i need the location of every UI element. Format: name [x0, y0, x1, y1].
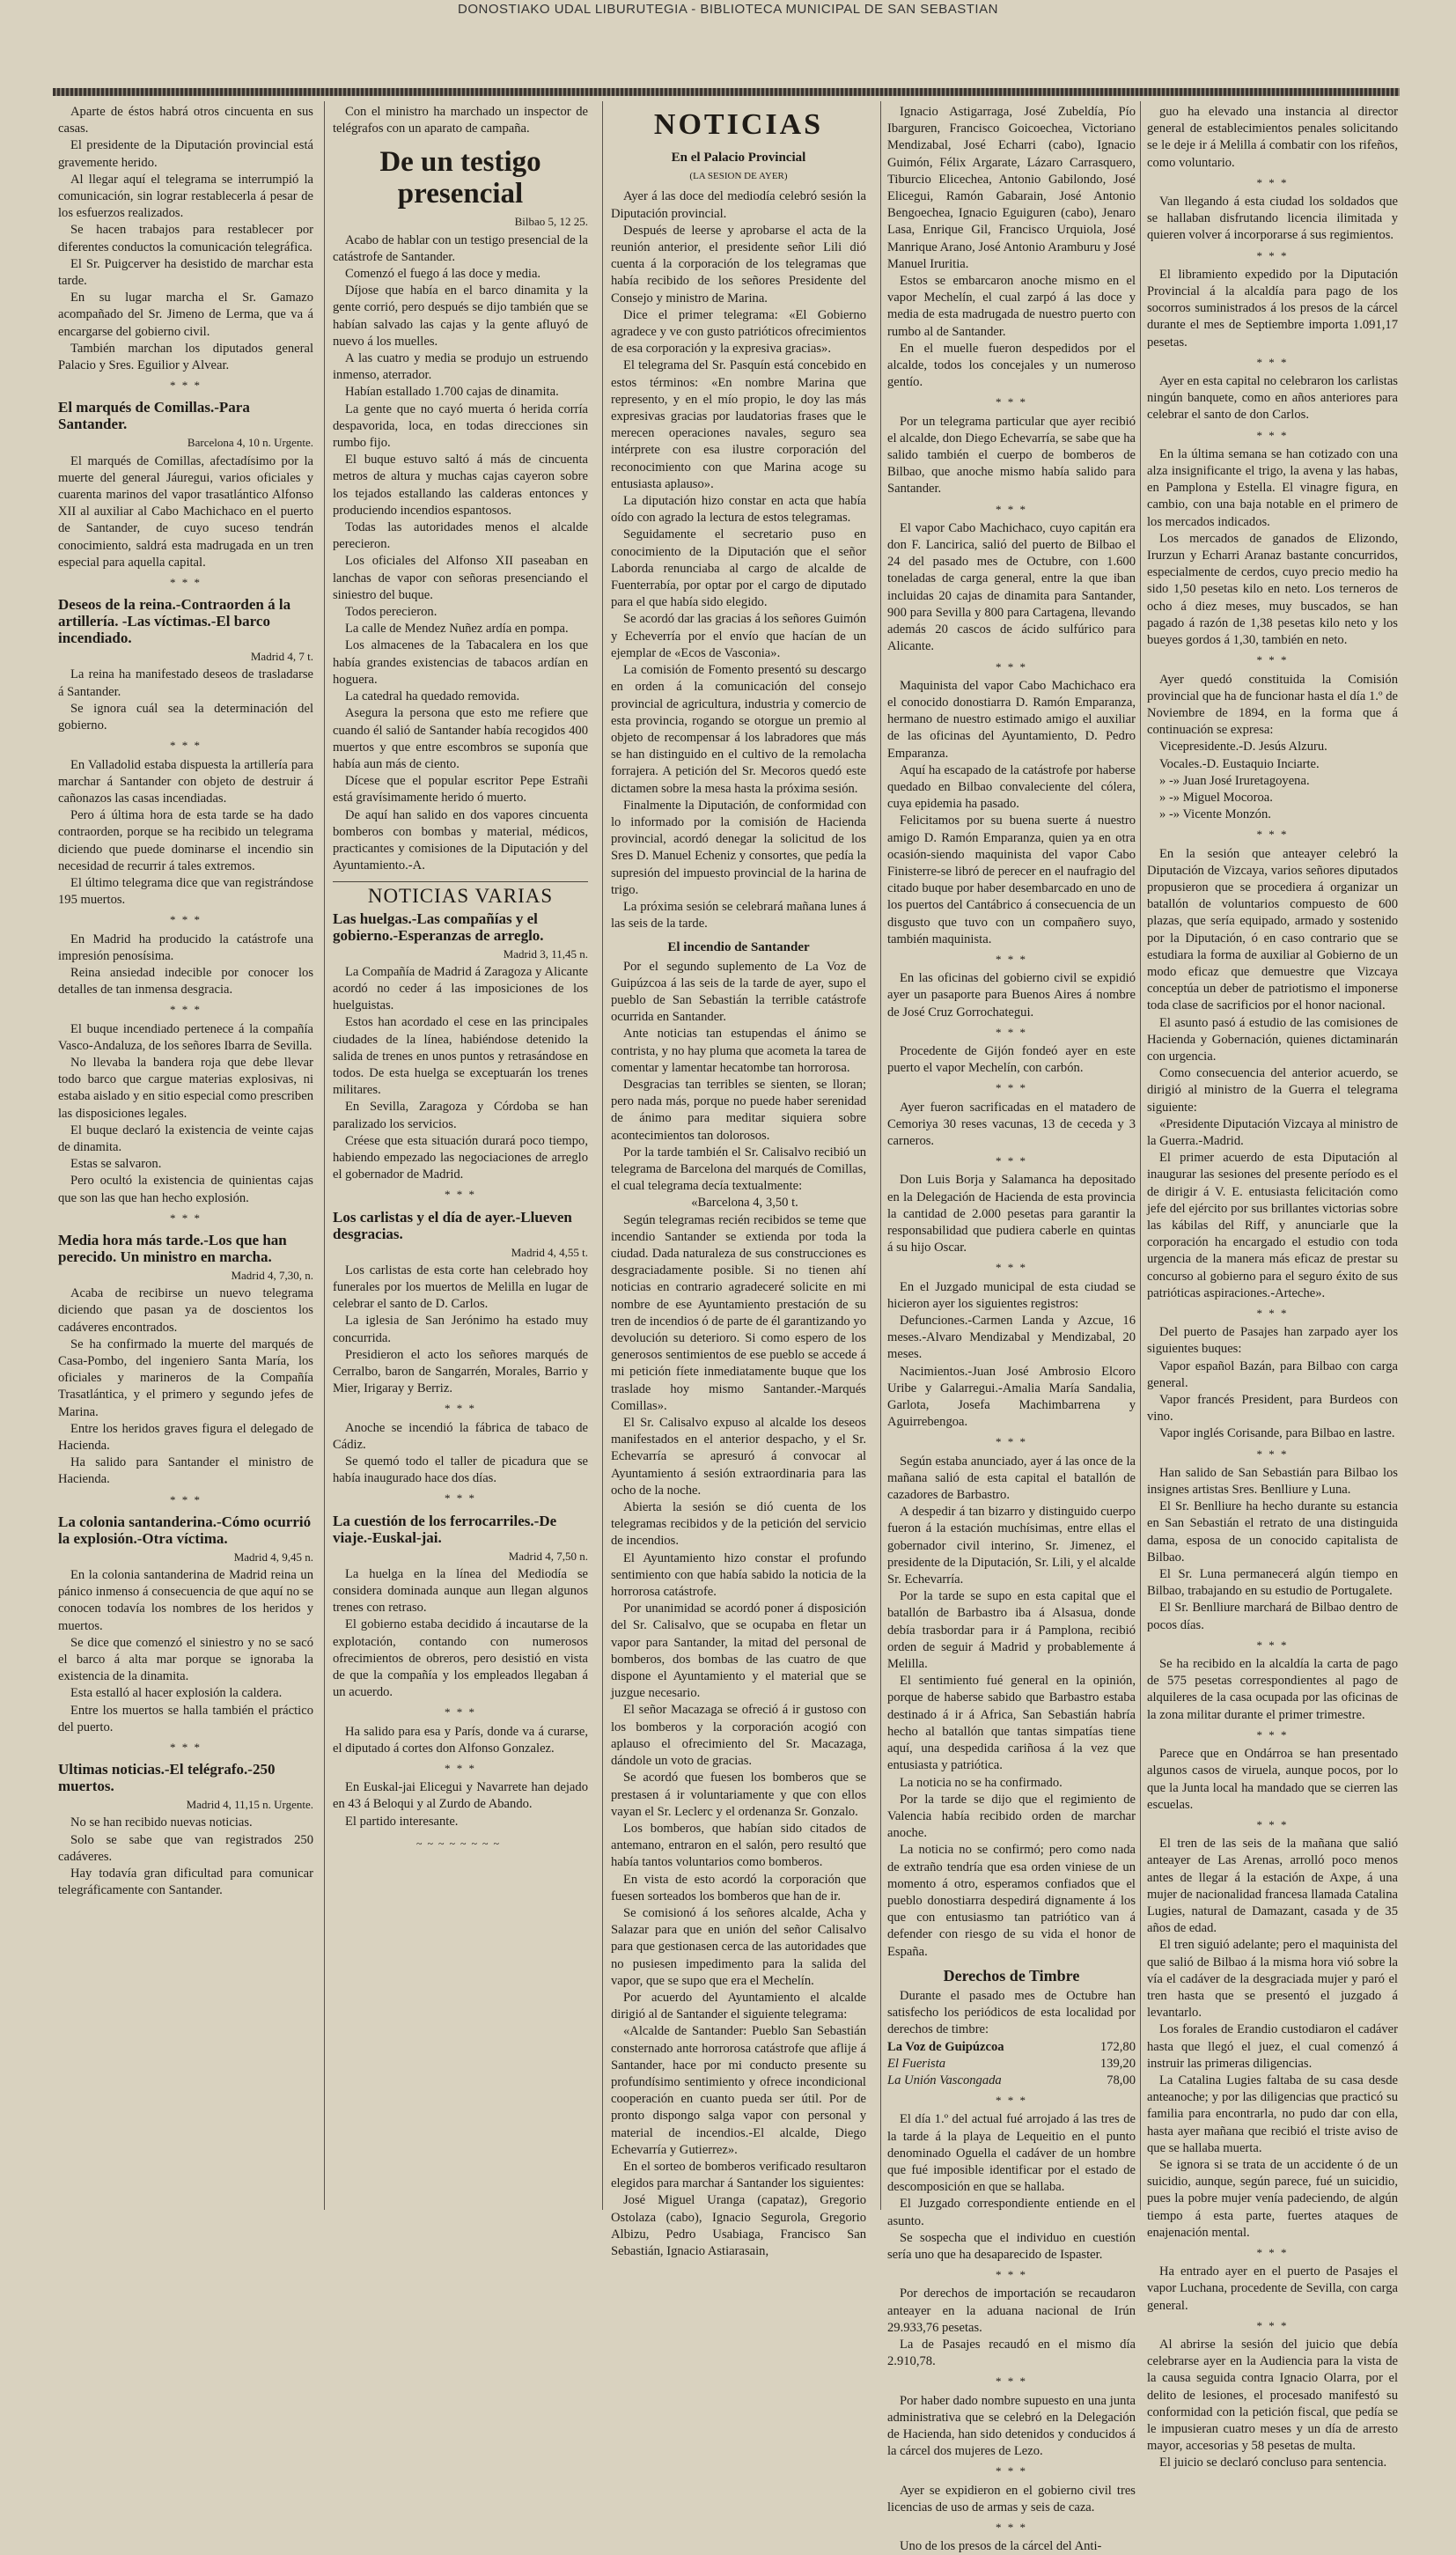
asterism: * * * — [996, 2268, 1027, 2282]
library-stamp: DONOSTIAKO UDAL LIBURUTEGIA - BIBLIOTECA MUNICIPAL DE SAN SEBASTIAN — [458, 2, 998, 17]
asterism: * * * — [445, 1762, 476, 1776]
paragraph: Anoche se incendió la fábrica de tabaco de Cádiz. — [333, 1420, 588, 1452]
newspaper-name: El Fuerista — [887, 2056, 946, 2071]
paragraph: Acabo de hablar con un testigo presencial de la catástrofe de Santander. — [333, 232, 588, 264]
paragraph: El presidente de la Diputación provincial está gravemente herido. — [58, 138, 313, 170]
paragraph: Se ignora si se trata de un accidente ó de un suicidio, aunque, según parece, fué un suicidio, pues la pobre mujer venía padeciendo, de algún tiempo á esta parte, fuertes ataques de enajenación mental. — [1147, 2157, 1398, 2240]
paragraph: Pero á última hora de esta tarde se ha dado contraorden, porque se ha recibido un telegrama diciendo que puede dominarse el incendio sin necesidad de recurrir á tales extremos. — [58, 808, 313, 873]
headline: La cuestión de los ferrocarriles.-De viaje.-Euskal-jai. — [333, 1512, 557, 1546]
asterism: * * * — [996, 2375, 1027, 2389]
tax-amount: 139,20 — [1099, 2056, 1136, 2071]
paragraph: El juicio se declaró concluso para sentencia. — [1159, 2456, 1387, 2470]
paragraph: En las oficinas del gobierno civil se expidió ayer un pasaporte para Buenos Aires á nombre de José Cruz Gorrochategui. — [887, 971, 1136, 1020]
asterism: * * * — [1256, 1727, 1289, 1741]
asterism: * * * — [996, 1025, 1027, 1039]
paragraph: El Ayuntamiento hizo constar el profundo sentimiento con que había sabido la noticia de la horrorosa catástrofe. — [611, 1550, 866, 1600]
asterism: * * * — [170, 739, 202, 753]
paragraph: Aparte de éstos habrá otros cincuenta en sus casas. — [58, 105, 313, 136]
paragraph: La comisión de Fomento presentó su descargo en orden á la comunicación del consejo provincial de agricultura, industria y comercio de esta provincia, rogando se otorgue un premio al objeto de recompensar á los labradores que más se han distinguido en el cultivo de la remolacha forrajera. A petición del Sr. Mecoros quedó este dictamen sobre la mesa hasta la próxima sesión. — [611, 663, 866, 796]
paragraph: Ha entrado ayer en el puerto de Pasajes el vapor Luchana, procedente de Sevilla, con carga general. — [1147, 2264, 1398, 2313]
asterism: * * * — [1256, 1638, 1289, 1652]
asterism: * * * — [996, 395, 1027, 409]
paragraph: Después de leerse y aprobarse el acta de la reunión anterior, el presidente señor Lili dió cuenta á la corporación de los telegramas que había recibido de los señores Presidente del Consejo y ministro de Marina. — [611, 223, 866, 306]
paragraph: Por un telegrama particular que ayer recibió el alcalde, don Diego Echevarría, se sabe que ha salido también el cuerpo de bomberos de Bilbao, que anoche mismo había salido para Santander. — [887, 414, 1136, 497]
paragraph: Presidieron el acto los señores marqués de Cerralbo, baron de Sangarrén, Morales, Barrio y Mier, Irigaray y Berriz. — [333, 1347, 588, 1396]
paragraph: En la última semana se han cotizado con una alza insignificante el trigo, la avena y las habas, en Pamplona y Estella. El vinagre figura, en cambio, con una baja notable en el primero de los mercados indicados. — [1147, 446, 1398, 529]
paragraph: Se acordó que fuesen los bomberos que se prestasen á ir voluntariamente y que con ellos vayan el Sr. Leclerc y el ordenanza Sr. Gonzalo. — [611, 1771, 866, 1819]
paragraph: El señor Macazaga se ofreció á ir gustoso con los bomberos y la corporación acogió con aplauso el ofrecimiento del Sr. Macazaga, dándole un voto de gracias. — [611, 1703, 866, 1769]
paragraph: En Madrid ha producido la catástrofe una impresión penosísima. — [58, 931, 313, 963]
paragraph: El Sr. Puigcerver ha desistido de marchar esta tarde. — [58, 256, 313, 289]
paragraph: Felicitamos por su buena suerte á nuestro amigo D. Ramón Emparanza, quien ya en otra ocasión-siendo maquinista del vapor Cabo Finisterre-se libró de perecer en el naufragio del citado buque por haber desembarcado en uno de los puertos del Cantábrico á consecuencia de un disgusto que tuvo con un compañero suyo, también maquinista. — [887, 814, 1136, 946]
paragraph: El marqués de Comillas, afectadísimo por la muerte del general Jáuregui, varios oficiales y cuarenta marinos del vapor trasatlántico Alfonso XII al auxiliar al Cabo Machichaco en el puerto de Santander, de cuyo suceso tendrán conocimiento, saldrá esta madrugada en un tren especial para aquella capital. — [58, 453, 313, 570]
asterism: * * * — [996, 502, 1027, 516]
paragraph: Acaba de recibirse un nuevo telegrama diciendo que pasan ya de doscientos los cadáveres encontrados. — [58, 1286, 313, 1335]
paragraph: La Catalina Lugies faltaba de su casa desde anteanoche; y por las diligencias que practicó su familia para encontrarla, no pudo dar con ella, hasta ayer mañana que recibió el triste aviso de que se hallaba muerta. — [1147, 2073, 1398, 2155]
asterism: * * * — [996, 2521, 1027, 2535]
paragraph: Díjose que había en el barco dinamita y la gente corrió, pero después se dijo también que se habían salvado las cajas y la gente afluyó de nuevo á los muelles. — [333, 283, 588, 349]
paragraph: Por acuerdo del Ayuntamiento el alcalde dirigió al de Santander el siguiente telegrama: — [611, 1990, 866, 2022]
asterism: * * * — [1256, 355, 1289, 369]
paragraph: Ayer en esta capital no celebraron los carlistas ningún banquete, como en años anteriores para celebrar el santo de don Carlos. — [1147, 374, 1398, 423]
paragraph: No llevaba la bandera roja que debe llevar todo barco que cargue materias explosivas, ni estaba aislado y en sitio especial como prescriben las disposiciones legales. — [58, 1055, 313, 1121]
paragraph: En el Juzgado municipal de esta ciudad se hicieron ayer los siguientes registros: — [887, 1279, 1136, 1311]
newspaper-name: La Voz de Guipúzcoa — [887, 2039, 1004, 2054]
column-3 — [611, 104, 866, 2258]
list-item: » -» Vicente Monzón. — [1159, 807, 1271, 822]
paragraph: Según telegramas recién recibidos se teme que incendio Santander se extienda por toda la ciudad. Dada naturaleza de sus construcciones es desgraciadamente posible. Si no tienen ahí noticias en contrario agradeceré solicite en mi nombre de ese Ayuntamiento prestación de su tren de incendios ó de parte de él garantizando yo devolución su deterioro. Si como espero de los generosos sentimientos de ese pueblo se accede á mi petición fíete inmediatamente buque que los traslade hoy mismo Santander.-Marqués Comillas». — [611, 1212, 866, 1413]
paragraph: El sentimiento fué general en la opinión, porque de haberse sabido que Barbastro estaba destinado á ir á Africa, San Sebastián habría hecho al batallón que tantas simpatías tiene aquí, una despedida cariñosa á la vez que entusiasta y patriótica. — [887, 1674, 1136, 1773]
subheading: Derechos de Timbre — [943, 1966, 1080, 1984]
end-ornament: ~~~~~~~~ — [416, 1837, 504, 1850]
paragraph: En Valladolid estaba dispuesta la artillería para marchar á Santander con objeto de destruir á cañonazos las casas incendiadas. — [58, 757, 313, 806]
paragraph: Seguidamente el secretario puso en conocimiento de la Diputación que el señor Laborda renunciaba al cargo de alcalde de Fuenterrabía, por optar por el cargo de diputado para el que había sido elegido. — [611, 527, 866, 610]
paragraph: Dice el primer telegrama: «El Gobierno agradece y ve con gusto patrióticos ofrecimientos de esa corporación y la expresiva gracias». — [611, 307, 866, 357]
dateline: Madrid 4, 7 t. — [250, 650, 313, 664]
asterism: * * * — [170, 1741, 202, 1755]
paragraph: También marchan los diputados general Palacio y Sres. Eguilior y Alvear. — [58, 341, 313, 373]
paragraph: El Sr. Benlliure ha hecho durante su estancia en San Sebastián el retrato de una distinguida dama, esposa de un conocido capitalista de Bilbao. — [1147, 1499, 1398, 1565]
asterism: * * * — [996, 952, 1027, 966]
asterism: * * * — [1256, 248, 1289, 262]
headline: Las huelgas.-Las compañías y el gobierno.-Esperanzas de arreglo. — [333, 909, 544, 944]
asterism: * * * — [1256, 653, 1289, 667]
paragraph: Todos perecieron. — [345, 605, 438, 620]
paragraph: Comenzó el fuego á las doce y media. — [345, 267, 541, 282]
paragraph: Vapor español Bazán, para Bilbao con carga general. — [1147, 1358, 1398, 1390]
paragraph: Durante el pasado mes de Octubre han satisfecho los periódicos de esta localidad por derechos de timbre: — [887, 1988, 1136, 2037]
paragraph: En su lugar marcha el Sr. Gamazo acompañado del Sr. Jimeno de Lerma, que va á encargarse del gobierno civil. — [58, 291, 313, 339]
paragraph: El gobierno estaba decidido á incautarse de la explotación, contando con numerosos ofrecimientos de obreros, pero desistió en vista de que la compañía y los empleados llegaban á un acuerdo. — [333, 1617, 588, 1700]
subheading: El incendio de Santander — [667, 940, 810, 955]
paragraph: Ayer fueron sacrificadas en el matadero de Cemoriya 30 reses vacunas, 13 de ceceda y 3 carneros. — [887, 1100, 1136, 1148]
asterism: * * * — [1256, 175, 1289, 189]
paragraph: Al abrirse la sesión del juicio que debía celebrarse ayer en la Audiencia para la vista de la causa seguida contra Ignacio Olarra, por el delito de lesiones, el procesado manifestó su conformidad con la petición fiscal, que pedía se le impusieran cuatro meses y un día de arresto mayor, accesorias y 58 pesetas de multa. — [1147, 2338, 1398, 2454]
list-item: » -» Miguel Mocoroa. — [1159, 790, 1273, 805]
paragraph: Pero ocultó la existencia de quinientas cajas que son las que han hecho explosión. — [58, 1174, 313, 1205]
paragraph: Se quemó todo el taller de picadura que se había inaugurado hace dos días. — [333, 1454, 588, 1486]
paragraph: La reina ha manifestado deseos de trasladarse á Santander. — [58, 667, 313, 699]
asterism: * * * — [996, 1261, 1027, 1275]
column-2 — [333, 104, 588, 2208]
paragraph: En el muelle fueron despedidos por el alcalde, todos los concejales y un numeroso gentío. — [887, 341, 1136, 390]
paragraph: El asunto pasó á estudio de las comisiones de Hacienda y Gobernación, quienes dictaminarán con urgencia. — [1147, 1015, 1398, 1064]
paragraph: Van llegando á esta ciudad los soldados que se hallaban disfrutando licencia ilimitada y quieren volver á incorporarse á sus regimientos. — [1147, 195, 1398, 243]
asterism: * * * — [1256, 428, 1289, 442]
paragraph: Aquí ha escapado de la catástrofe por haberse quedado en Bilbao convaleciente del cólera, cuya epidemia ha pasado. — [887, 762, 1136, 812]
paragraph: Parece que en Ondárroa se han presentado algunos casos de viruela, aunque pocos, por lo que la Junta local ha mandado que se cierren las escuelas. — [1147, 1747, 1398, 1812]
paragraph: Los oficiales del Alfonso XII paseaban en lanchas de vapor con señoras presenciando el siniestro del buque. — [333, 554, 588, 602]
paragraph: Se sospecha que el individuo en cuestión sería uno que ha desaparecido de Ispaster. — [887, 2230, 1136, 2262]
tax-row — [887, 2056, 1136, 2073]
paragraph: El último telegrama dice que van registrándose 195 muertos. — [58, 875, 313, 908]
paragraph: Entre los muertos se halla también el práctico del puerto. — [58, 1703, 313, 1734]
dateline: Madrid 4, 9,45 n. — [233, 1550, 313, 1564]
paragraph: Todas las autoridades menos el alcalde perecieron. — [333, 520, 588, 552]
paragraph: En Sevilla, Zaragoza y Córdoba se han paralizado los servicios. — [333, 1100, 588, 1131]
paragraph: Dícese que el popular escritor Pepe Estrañi está gravísimamente herido ó muerto. — [333, 774, 588, 806]
paragraph: Como consecuencia del anterior acuerdo, se dirigió al ministro de la Guerra el telegrama siguiente: — [1147, 1066, 1398, 1115]
paragraph: «Presidente Diputación Vizcaya al ministro de la Guerra.-Madrid. — [1147, 1116, 1398, 1148]
dateline: Madrid 4, 4,55 t. — [511, 1245, 588, 1259]
paragraph: Finalmente la Diputación, de conformidad con lo informado por la comisión de Hacienda provincial, acordó denegar la solicitud de los Sres D. Manuel Echeniz y consortes, que pedía la supresión del impuesto provincial de la harina de trigo. — [611, 798, 866, 897]
tax-amount: 172,80 — [1099, 2039, 1136, 2054]
list-item: Vicepresidente.-D. Jesús Alzuru. — [1159, 740, 1327, 755]
paragraph: La de Pasajes recaudó en el mismo día 2.910,78. — [887, 2338, 1136, 2369]
asterism: * * * — [996, 659, 1027, 674]
headline: Los carlistas y el día de ayer.-Llueven desgracias. — [333, 1208, 572, 1242]
paragraph: Vapor francés President, para Burdeos con vino. — [1147, 1393, 1398, 1425]
paragraph: El Sr. Benlliure marchará de Bilbao dentro de pocos días. — [1147, 1601, 1398, 1632]
paragraph: La próxima sesión se celebrará mañana lunes á las seis de la tarde. — [611, 899, 866, 931]
asterism: * * * — [996, 1154, 1027, 1168]
paragraph: Uno de los presos de la cárcel del Anti- — [900, 2539, 1102, 2554]
subheading-note: (LA SESION DE AYER) — [689, 171, 788, 182]
paragraph: Don Luis Borja y Salamanca ha depositado en la Delegación de Hacienda de esta provincia la cantidad de 2.000 pesetas para garantir la responsabilidad que pudiera caberle en quintas á su hijo Oscar. — [887, 1173, 1136, 1255]
paragraph: Por la tarde se dijo que el regimiento de Valencia había recibido orden de marchar anoche. — [887, 1792, 1136, 1841]
column-rule — [880, 101, 881, 2210]
paragraph: La catedral ha quedado removida. — [345, 689, 520, 704]
paragraph: Estas se salvaron. — [70, 1157, 162, 1172]
headline: Deseos de la reina.-Contraorden á la artillería. -Las víctimas.-El barco incendiado. — [58, 596, 291, 647]
paragraph: Según estaba anunciado, ayer á las once de la mañana salió de esta capital el batallón de cazadores de Barbastro. — [887, 1454, 1136, 1503]
paragraph: Por la tarde se supo en esta capital que el batallón de Barbastro iba á Alsasua, donde debía trasbordar para ir á Pamplona, recibió orden de seguir á Madrid y probablemente á Melilla. — [887, 1589, 1136, 1672]
dateline: Bilbao 5, 12 25. — [514, 215, 588, 229]
paragraph: Se dice que comenzó el siniestro y no se sacó el barco á alta mar porque se ignoraba la existencia de la dinamita. — [58, 1635, 313, 1684]
paragraph: José Miguel Uranga (capataz), Gregorio Ostolaza (cabo), Ignacio Segurola, Gregorio Albizu, Pedro Usabiaga, Francisco San Sebastián, Ignacio Astiarasain, — [611, 2193, 866, 2258]
dateline: Madrid 3, 11,45 n. — [503, 946, 588, 961]
paragraph: Estos se embarcaron anoche mismo en el vapor Mechelín, el cual zarpó á las doce y media de esta madrugada de nuestro puerto con rumbo al de Santander. — [887, 274, 1136, 339]
paragraph: Los bomberos, que habían sido citados de antemano, entraron en el salón, pero resultó que había tantos voluntarios como bomberos. — [611, 1821, 866, 1870]
section-title: NOTICIAS VARIAS — [333, 881, 588, 904]
paragraph: El partido interesante. — [345, 1814, 459, 1829]
paragraph: Maquinista del vapor Cabo Machichaco era el conocido donostiarra D. Ramón Emparanza, hermano de nuestro estimado amigo el auxiliar de las oficinas del Ayuntamiento, D. Pedro Emparanza. — [887, 678, 1136, 761]
paragraph: El buque estuvo saltó á más de cincuenta metros de altura y muchas cajas cayeron sobre los tejados estallando las calderas entonces y produciendo incendios espantosos. — [333, 453, 588, 518]
asterism: * * * — [1256, 2318, 1289, 2332]
paragraph: Ante noticias tan estupendas el ánimo se contrista, y no hay pluma que acometa la tarea de comentar y lamentar hecatombe tan horrorosa. — [611, 1027, 866, 1075]
asterism: * * * — [445, 1188, 476, 1202]
paragraph: Ha salido para esa y París, donde va á curarse, el diputado á cortes don Alfonso Gonzalez. — [333, 1724, 588, 1756]
paragraph: La noticia no se ha confirmado. — [900, 1775, 1063, 1790]
paragraph: La noticia no se confirmó; pero como nada de extraño tendría que esa orden viniese de un momento á otro, esperamos confiados que el pueblo donostiarra despedirá dignamente á los que con entusiasmo tan patriótico van á defender con riesgo de su vida el honor de España. — [887, 1843, 1136, 1959]
paragraph: La Compañía de Madrid á Zaragoza y Alicante acordó no ceder á las imposiciones de los huelguistas. — [333, 964, 588, 1013]
paragraph: El Sr. Calisalvo expuso al alcalde los deseos manifestados en el anterior despacho, y el Sr. Echevarría se apresuró á convocar al Ayuntamiento á sesión extraordinaria para las ocho de la noche. — [611, 1416, 866, 1498]
paragraph: «Alcalde de Santander: Pueblo San Sebastián consternado ante horrorosa catástrofe que aflije á Santander, hace por mi conducto presente su profundísimo sentimiento y ofrece incondicional cooperación en cuanto pueda ser útil. Por de pronto dispongo salga vapor con personal y material de incendios.-El alcalde, Diego Echevarría y Gutierrez». — [611, 2024, 866, 2157]
paragraph: Por la tarde también el Sr. Calisalvo recibió un telegrama de Barcelona del marqués de Comillas, el cual telegrama decía textualmente: — [611, 1145, 866, 1194]
paragraph: Ayer se expidieron en el gobierno civil tres licencias de uso de armas y seis de caza. — [887, 2483, 1136, 2515]
asterism: * * * — [170, 1492, 202, 1506]
column-5 — [1147, 104, 1398, 2470]
paragraph: Abierta la sesión se dió cuenta de los telegramas recibidos y de la petición del servicio de incendios. — [611, 1500, 866, 1549]
paragraph: Asegura la persona que esto me refiere que cuando él salió de Santander había recogidos 400 muertos y que entre escombros se suponía que había aun más de ciento. — [333, 706, 588, 771]
paragraph: Los almacenes de la Tabacalera en los que había grandes existencias de tabacos ardían en hoguera. — [333, 638, 588, 687]
asterism: * * * — [445, 1491, 476, 1506]
paragraph: Hay todavía gran dificultad para comunicar telegráficamente con Santander. — [58, 1867, 313, 1898]
headline: Media hora más tarde.-Los que han perecido. Un ministro en marcha. — [58, 1231, 287, 1265]
paragraph: El Sr. Luna permanecerá algún tiempo en Bilbao, trabajando en su estudio de Portugalete. — [1147, 1567, 1398, 1599]
paragraph: Ha salido para Santander el ministro de Hacienda. — [58, 1455, 313, 1487]
paragraph: Créese que esta situación durará poco tiempo, habiendo empezado las negociaciones de arreglo el gobernador de Madrid. — [333, 1133, 588, 1182]
paragraph: Se ha recibido en la alcaldía la carta de pago de 575 pesetas correspondientes al pago de alquileres de la casa ocupada por las oficinas de la zona militar durante el primer trimestre. — [1147, 1657, 1398, 1722]
paragraph: Del puerto de Pasajes han zarpado ayer los siguientes buques: — [1147, 1325, 1398, 1357]
paragraph: Reina ansiedad indecible por conocer los detalles de tan inmensa desgracia. — [58, 965, 313, 998]
paragraph: Los carlistas de esta corte han celebrado hoy funerales por los muertos de Melilla en lugar de celebrar el santo de D. Carlos. — [333, 1263, 588, 1312]
paragraph: guo ha elevado una instancia al director general de establecimientos penales solicitando se le deje ir á Melilla á combatir con los rifeños, como voluntario. — [1147, 105, 1398, 170]
paragraph: Han salido de San Sebastián para Bilbao los insignes artistas Sres. Benlliure y Luna. — [1147, 1465, 1398, 1498]
section-title: NOTICIAS — [653, 108, 824, 141]
paragraph: La gente que no cayó muerta ó herida corría despavorida, loca, en todas direcciones sin rumbo fijo. — [333, 401, 588, 451]
asterism: * * * — [170, 1003, 202, 1017]
paragraph: Ayer quedó constituida la Comisión provincial que ha de funcionar hasta el día 1.º de Noviembre de 1894, en la forma que á continuación se expresa: — [1147, 672, 1398, 738]
article-title: De un testigo presencial — [379, 146, 541, 210]
asterism: * * * — [445, 1402, 476, 1416]
asterism: * * * — [170, 1211, 202, 1225]
paragraph: El libramiento expedido por la Diputación Provincial á la alcaldía para pago de los socorros suministrados á los presos de la cárcel durante el mes de Septiembre importa 1.091,17 pesetas. — [1147, 267, 1398, 350]
paragraph: Estos han acordado el cese en las principales ciudades de la línea, habiéndose detenido la salida de trenes en unos puntos y retrasándose en todos. De esta huelga se exceptuarán los trenes militares. — [333, 1015, 588, 1098]
asterism: * * * — [996, 1081, 1027, 1095]
asterism: * * * — [1256, 1447, 1289, 1461]
tax-row — [887, 2073, 1136, 2089]
paragraph: En vista de esto acordó la corporación que fuesen sorteados los bomberos que han de ir. — [611, 1872, 866, 1903]
dateline: Madrid 4, 7,30, n. — [231, 1268, 313, 1282]
paragraph: Por haber dado nombre supuesto en una junta administrativa que se celebró en la Delegación de Hacienda, han sido detenidos y conducidos á la cárcel dos mujeres de Lezo. — [887, 2393, 1136, 2459]
paragraph: Solo se sabe que van registrados 250 cadáveres. — [58, 1832, 313, 1864]
dateline: Madrid 4, 11,15 n. Urgente. — [186, 1798, 313, 1812]
paragraph: Desgracias tan terribles se sienten, se lloran; pero nada más, porque no puede haber serenidad de ánimo para meditar siquiera sobre acontecimientos tan dolorosos. — [611, 1077, 866, 1143]
asterism: * * * — [1256, 2245, 1289, 2259]
paragraph: Ayer á las doce del mediodía celebró sesión la Diputación provincial. — [611, 189, 866, 221]
headline: El marqués de Comillas.-Para Santander. — [58, 399, 250, 433]
dateline: Madrid 4, 7,50 n. — [508, 1549, 588, 1563]
masthead-rule — [53, 88, 1400, 96]
headline: Ultimas noticias.-El telégrafo.-250 muertos. — [58, 1761, 276, 1795]
paragraph: El buque incendiado pertenece á la compañía Vasco-Andaluza, de los señores Ibarra de Sevilla. — [58, 1021, 313, 1053]
paragraph: En el sorteo de bomberos verificado resultaron elegidos para marchar á Santander los siguientes: — [611, 2159, 866, 2191]
paragraph: Se comisionó á los señores alcalde, Acha y Salazar para que en unión del señor Calisalvo para que gestionasen cerca de las autoridades que no pusiesen impedimento para la salida del vapor, que se supo que era el Mechelín. — [611, 1905, 866, 1988]
paragraph: El tren de las seis de la mañana que salió anteayer de Las Arenas, arrolló poco menos antes de llegar á la estación de Axpe, á una mujer de nacionalidad francesa llamada Catalina Lugies, natural de Damazant, casada y de 35 años de edad. — [1147, 1837, 1398, 1936]
paragraph: El Juzgado correspondiente entiende en el asunto. — [887, 2197, 1136, 2228]
paragraph: Ignacio Astigarraga, José Zubeldía, Pío Ibarguren, Francisco Goicoechea, Victoriano Mendizabal, José Echarri (cabo), Ignacio Guimón, Félix Argarate, Lázaro Carrasquero, Tiburcio Elicechea, Antonio Gabilondo, José Elicegui, Ramón Gabarain, José Antonio Bengoechea, Ignacio Eguiguren (cabo), Jenaro Lasa, Enrique Gil, Francisco Urquiola, José Manrique Arano, José Antonio Aramburu y José Manuel Iruritia. — [887, 105, 1136, 271]
asterism: * * * — [445, 1705, 476, 1719]
column-4 — [887, 104, 1136, 2554]
newspaper-name: La Unión Vascongada — [887, 2073, 1002, 2087]
paragraph: Procedente de Gijón fondeó ayer en este puerto el vapor Mechelín, con carbón. — [887, 1043, 1136, 1076]
paragraph: No se han recibido nuevas noticias. — [70, 1815, 253, 1830]
list-item: » -» Juan José Iruretagoyena. — [1159, 773, 1310, 788]
paragraph: La diputación hizo constar en acta que había oído con agrado la lectura de estos telegramas. — [611, 494, 866, 526]
paragraph: Los forales de Erandio custodiaron el cadáver hasta que llegó el juez, el cual comenzó á instruir las primeras diligencias. — [1147, 2022, 1398, 2071]
asterism: * * * — [1256, 1307, 1289, 1321]
paragraph: En la colonia santanderina de Madrid reina un pánico inmenso á consecuencia de que aquí no se conocen todavía los nombres de los heridos y muertos. — [58, 1568, 313, 1633]
paragraph: Al llegar aquí el telegrama se interrumpió la comunicación, sin lograr restablecerla á pesar de los esfuerzos realizados. — [58, 172, 313, 221]
paragraph: Esta estalló al hacer explosión la caldera. — [70, 1686, 283, 1701]
paragraph: Los mercados de ganados de Elizondo, Irurzun y Echarri Aranaz bastante concurridos, especialmente de cerdos, cuyo precio medio ha sido 1,50 pesetas kilo en neto. Los terneros de ocho á diez meses, muy buscados, se han pagado á razón de 1,38 pesetas kilo neto y los bueyes gordos á 1,30, también en neto. — [1147, 531, 1398, 648]
paragraph: A las cuatro y media se produjo un estruendo inmenso, aterrador. — [333, 351, 588, 383]
paragraph: El buque declaró la existencia de veinte cajas de dinamita. — [58, 1123, 313, 1154]
asterism: * * * — [170, 576, 202, 590]
paragraph: Se ha confirmado la muerte del marqués de Casa-Pombo, del ingeniero Santa María, los oficiales y marineros de la Compañía Trasatlántica, y el primero y segundo jefes de Marina. — [58, 1336, 313, 1419]
column-1 — [58, 104, 313, 2208]
paragraph: En la sesión que anteayer celebró la Diputación de Vizcaya, varios señores diputados propusieron que se procediera á organizar un batallón de voluntarios compuesto de 600 plazas, que sería equipado, armado y sostenido por la Diputación, ó en caso contrario que se estudiara la forma de auxiliar al Gobierno de un modo eficaz que demuestre que Vizcaya conceptúa un deber de patriotismo el imponerse toda clase de sacrificios por el honor nacional. — [1147, 846, 1398, 1013]
column-rule — [602, 101, 603, 2210]
headline: La colonia santanderina.-Cómo ocurrió la explosión.-Otra víctima. — [58, 1513, 312, 1547]
paragraph: El tren siguió adelante; pero el maquinista del que salió de Bilbao á la misma hora vió sobre la vía el cadáver de la desgraciada mujer y paró el tren hasta que se presentó el juzgado á levantarlo. — [1147, 1938, 1398, 2021]
paragraph: La huelga en la línea del Mediodía se considera dominada aunque aun llegan algunos trenes con retraso. — [333, 1566, 588, 1616]
column-rule — [1140, 101, 1141, 2210]
paragraph: Nacimientos.-Juan José Ambrosio Elcoro Uribe y Galarregui.-Amalia María Sandalia, Garlota, Josefa Machimbarrena y Aguirrebengoa. — [887, 1364, 1136, 1430]
paragraph: Habían estallado 1.700 cajas de dinamita. — [345, 385, 559, 400]
asterism: * * * — [1256, 1817, 1289, 1831]
paragraph: Se ignora cuál sea la determinación del gobierno. — [58, 701, 313, 733]
asterism: * * * — [170, 379, 202, 393]
list-item: Vocales.-D. Eustaquio Inciarte. — [1159, 756, 1320, 771]
paragraph: El día 1.º del actual fué arrojado á las tres de la tarde á la playa de Lequeitio en el punto denominado Oguella el cadáver de un hombre que fué imposible identificar por el estado de descomposición en que se hallaba. — [887, 2112, 1136, 2195]
paragraph: En Euskal-jai Elicegui y Navarrete han dejado en 43 á Beloqui y al Zurdo de Abando. — [333, 1780, 588, 1812]
paragraph: Con el ministro ha marchado un inspector de telégrafos con un aparato de campaña. — [333, 105, 588, 136]
asterism: * * * — [996, 2464, 1027, 2478]
paragraph: Por unanimidad se acordó poner á disposición del Sr. Calisalvo, que se ocupaba en fletar un vapor para Santander, la mitad del personal de bomberos, dos bombas de las cuatro de que dispone el Ayuntamiento y el material que se juzgue necesario. — [611, 1601, 866, 1701]
paragraph: «Barcelona 4, 3,50 t. — [691, 1196, 798, 1211]
paragraph: Vapor inglés Corisande, para Bilbao en lastre. — [1159, 1426, 1395, 1441]
paragraph: El vapor Cabo Machichaco, cuyo capitán era don F. Lancirica, salió del puerto de Bilbao el 24 del pasado mes de Octubre, con 1.600 toneladas de carga general, entre la que iban incluidas 20 cajas de dinamita para Santander, 900 para Sevilla y 800 para Cartagena, llevando además 20 cascos de ácido sulfúrico para Alicante. — [887, 520, 1136, 654]
paragraph: Se hacen trabajos para restablecer por diferentes conductos la comunicación telegráfica. — [58, 223, 313, 254]
paragraph: La calle de Mendez Nuñez ardía en pompa. — [345, 622, 569, 637]
tax-row — [887, 2039, 1136, 2056]
asterism: * * * — [1256, 828, 1289, 842]
dateline: Barcelona 4, 10 n. Urgente. — [187, 436, 313, 450]
paragraph: El telegrama del Sr. Pasquín está concebido en estos términos: «En nombre Marina que represento, y en el mío propio, le doy las más expresivas gracias por laudatorias frases que le merecen operaciones navales, seguro sea intérprete con esa ilustre corporación del reconocimiento con que Marina acoge su entusiasta aplauso». — [611, 358, 866, 491]
column-rule — [324, 101, 325, 2210]
asterism: * * * — [170, 913, 202, 927]
paragraph: Entre los heridos graves figura el delegado de Hacienda. — [58, 1421, 313, 1454]
paragraph: Se acordó dar las gracias á los señores Guimón y Echeverría por el envío que hacían de un ejemplar de «Ecos de Vasconia». — [611, 612, 866, 660]
paragraph: A despedir á tan bizarro y distinguido cuerpo fueron á la estación muchísimas, entre ellas el gobernador civil interino, Sr. Jimenez, el presidente de la Diputación, Sr. Lili, y el alcalde Sr. Echevarría. — [887, 1505, 1136, 1587]
paragraph: Defunciones.-Carmen Landa y Azcue, 16 meses.-Alvaro Mendizabal y Mendizabal, 20 meses. — [887, 1314, 1136, 1362]
subheading: En el Palacio Provincial — [671, 151, 806, 165]
paragraph: La iglesia de San Jerónimo ha estado muy concurrida. — [333, 1314, 588, 1345]
paragraph: De aquí han salido en dos vapores cincuenta bomberos con bombas y material, médicos, practicantes y comisiones de la Diputación y del Ayuntamiento.-A. — [333, 807, 588, 873]
tax-amount: 78,00 — [1107, 2073, 1136, 2087]
paragraph: Por el segundo suplemento de La Voz de Guipúzcoa á las seis de la tarde de ayer, supo el pueblo de San Sebastián la terrible catástrofe ocurrida en Santander. — [611, 959, 866, 1025]
asterism: * * * — [996, 1435, 1027, 1449]
asterism: * * * — [996, 2094, 1027, 2108]
paragraph: Por derechos de importación se recaudaron anteayer en la aduana nacional de Irún 29.933,76 pesetas. — [887, 2286, 1136, 2335]
paragraph: El primer acuerdo de esta Diputación al inaugurar las sesiones del presente período es el de dirigir á V. E. entusiasta felicitación como jefe del ejército por sus brillantes victorias sobre las kábilas del Riff, y anunciarle que la corporación ha encargado el estudio con toda urgencia de la manera más eficaz de prestar su concurso al gobierno para el seguro éxito de sus patrióticas aspiraciones.-Arteche». — [1147, 1151, 1398, 1300]
